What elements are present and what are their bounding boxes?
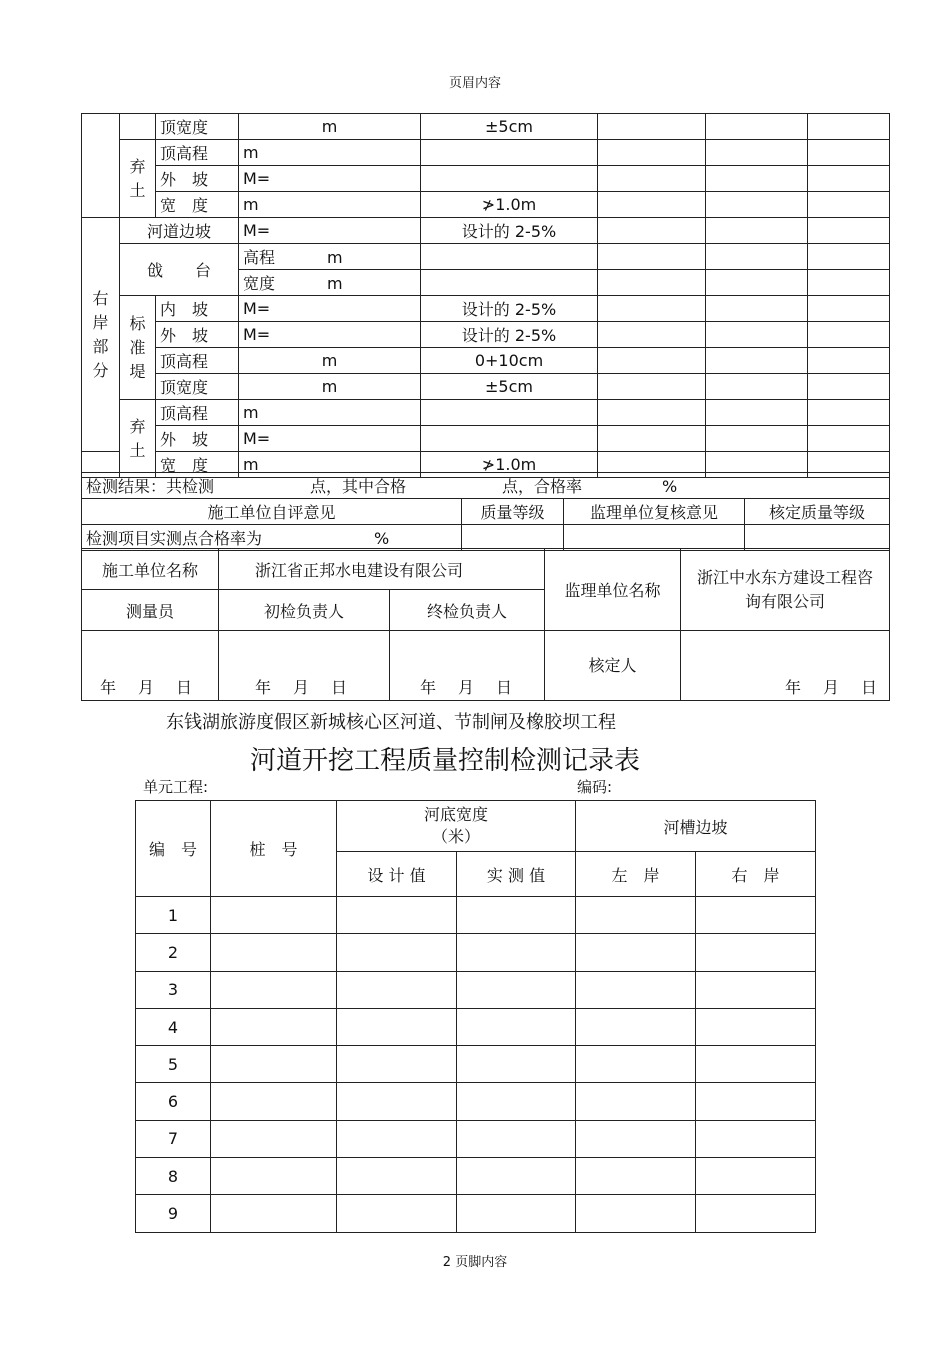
record-cell — [576, 934, 696, 971]
table-row — [136, 971, 816, 1008]
record-cell — [696, 1195, 816, 1232]
record-cell — [211, 1158, 337, 1195]
record-cell — [337, 1120, 457, 1157]
row-number: 1 — [136, 897, 211, 934]
unit-label: 单元工程: — [143, 778, 209, 796]
record-cell — [696, 934, 816, 971]
row-number: 2 — [136, 934, 211, 971]
record-cell — [337, 1008, 457, 1045]
row-number: 7 — [136, 1120, 211, 1157]
record-cell — [337, 1083, 457, 1120]
date-cell: 年 月 日 — [82, 631, 219, 701]
record-cell — [696, 1008, 816, 1045]
jiantai-label: 戗 台 — [120, 244, 239, 296]
record-cell — [457, 1195, 576, 1232]
record-cell — [337, 1046, 457, 1083]
table-row — [136, 1158, 816, 1195]
item-cell: 顶宽度 — [156, 114, 239, 140]
record-cell — [211, 1008, 337, 1045]
result-table: 检测结果：共检测 点，其中合格 点，合格率 % 施工单位自评意见 质量等级 监理单位复核意见 核定质量等级 检测项目实测点合格率为 % — [81, 472, 890, 551]
row-number: 4 — [136, 1008, 211, 1045]
col-width: 河底宽度 （米） — [337, 801, 576, 852]
record-cell — [576, 1158, 696, 1195]
record-cell — [696, 1120, 816, 1157]
row-number: 6 — [136, 1083, 211, 1120]
col-pile: 桩 号 — [211, 801, 337, 897]
record-cell — [576, 1120, 696, 1157]
record-cell — [211, 1120, 337, 1157]
col-slope: 河槽边坡 — [576, 801, 816, 852]
record-cell — [576, 1046, 696, 1083]
signature-table: 施工单位名称 浙江省正邦水电建设有限公司 监理单位名称 浙江中水东方建设工程咨询有限公司 测量员 初检负责人 终检负责人 年 月 日 年 月 日 年 月 日 核定人 年 月 日 — [81, 548, 890, 701]
record-cell — [211, 1083, 337, 1120]
qitu2-label: 弃 土 — [120, 400, 156, 478]
page-header: 页眉内容 — [448, 76, 501, 91]
record-cell — [337, 897, 457, 934]
page-footer: 2 页脚内容 — [442, 1255, 508, 1270]
record-cell — [576, 1008, 696, 1045]
record-cell — [337, 1158, 457, 1195]
record-cell — [337, 1195, 457, 1232]
record-cell — [457, 971, 576, 1008]
row-number: 9 — [136, 1195, 211, 1232]
qitu-label: 弃 土 — [120, 140, 156, 218]
inspection-table-upper: 顶宽度 m ±5cm 弃 土 顶高程 m 外 坡 M= 宽 度 m ≯1.0m 右 岸 部 分 河道边坡 M= 设计的 2-5% 戗 台 高程 m 宽度 m 标 准 堤 内 坡 M= 设计的 2-5% 外 坡 M= 设计的 2-5% 顶高程 m 0+10cm 顶宽度 m ±5cm 弃 土 顶高程 m 外 坡 M= 宽 度 m ≯1.0m — [81, 113, 890, 478]
code-label: 编码: — [577, 778, 613, 796]
record-cell — [457, 1120, 576, 1157]
record-cell — [457, 1008, 576, 1045]
record-cell — [696, 971, 816, 1008]
record-cell — [457, 934, 576, 971]
form-title: 河道开挖工程质量控制检测记录表 — [249, 746, 640, 776]
table-row — [136, 1046, 816, 1083]
left-section-cell — [82, 114, 120, 218]
row-number: 8 — [136, 1158, 211, 1195]
record-cell — [337, 934, 457, 971]
record-cell — [457, 897, 576, 934]
record-cell — [696, 1046, 816, 1083]
record-cell — [337, 971, 457, 1008]
record-cell — [696, 897, 816, 934]
table-row — [136, 897, 816, 934]
table-row — [136, 1083, 816, 1120]
record-cell — [576, 1195, 696, 1232]
record-cell — [211, 971, 337, 1008]
project-name: 东钱湖旅游度假区新城核心区河道、节制闸及橡胶坝工程 — [166, 712, 616, 733]
biaozhundi-label: 标 准 堤 — [120, 296, 156, 400]
record-cell — [696, 1158, 816, 1195]
record-cell — [576, 971, 696, 1008]
col-no: 编 号 — [136, 801, 211, 897]
table-row — [136, 1120, 816, 1157]
excavation-record-table: 编 号 桩 号 河底宽度 （米） 河槽边坡 设 计 值 实 测 值 左 岸 右 岸 1 2 3 4 5 6 7 8 9 — [135, 800, 816, 1233]
table-row — [136, 934, 816, 971]
record-cell — [576, 897, 696, 934]
record-cell — [457, 1083, 576, 1120]
table-row — [136, 1195, 816, 1232]
record-cell — [457, 1046, 576, 1083]
row-number: 3 — [136, 971, 211, 1008]
result-line: 检测结果：共检测 点，其中合格 点，合格率 % — [82, 473, 890, 499]
record-cell — [211, 897, 337, 934]
row-number: 5 — [136, 1046, 211, 1083]
record-cell — [576, 1083, 696, 1120]
record-cell — [211, 934, 337, 971]
right-bank-label: 右 岸 部 分 — [82, 218, 120, 452]
record-cell — [211, 1046, 337, 1083]
record-cell — [696, 1083, 816, 1120]
record-cell — [211, 1195, 337, 1232]
table-row — [136, 1008, 816, 1045]
pass-rate: 检测项目实测点合格率为 % — [82, 525, 462, 551]
record-cell — [457, 1158, 576, 1195]
